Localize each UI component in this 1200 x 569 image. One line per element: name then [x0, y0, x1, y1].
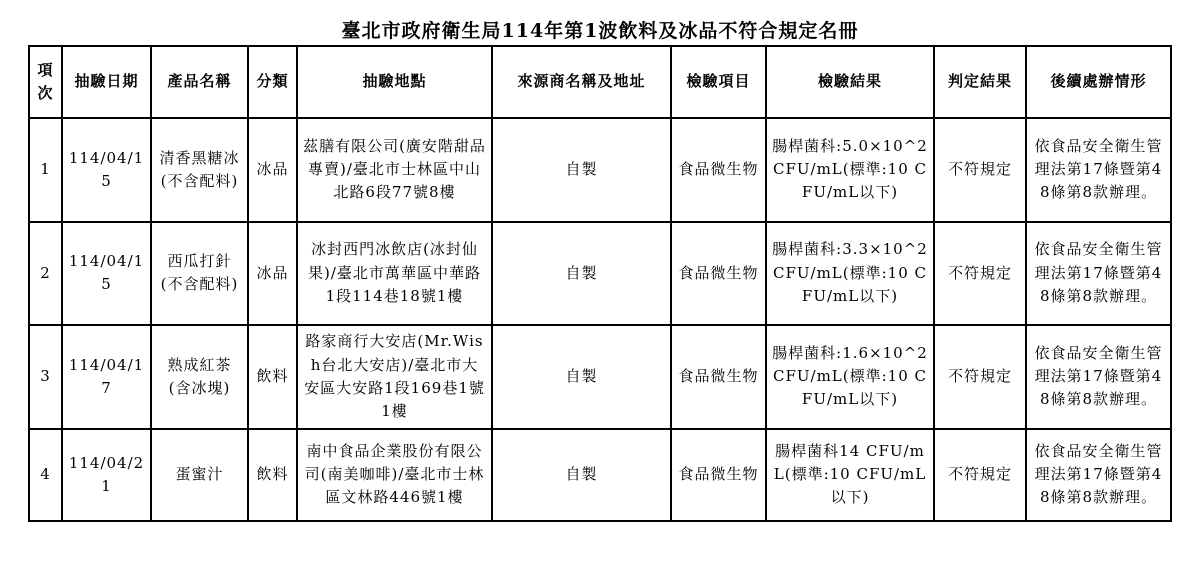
- cell-test-item: 食品微生物: [671, 222, 766, 325]
- cell-test-result: 腸桿菌科:1.6×10^2 CFU/mL(標準:10 CFU/mL以下): [766, 325, 934, 429]
- cell-follow-up: 依食品安全衛生管理法第17條暨第48條第8款辦理。: [1026, 222, 1171, 325]
- cell-product-name: 清香黑糖冰(不含配料): [151, 118, 248, 222]
- table-row: [29, 325, 1171, 429]
- header-follow-up: 後續處辦情形: [1026, 46, 1171, 118]
- cell-source-vendor: 自製: [492, 325, 671, 429]
- cell-sample-location: 冰封西門冰飲店(冰封仙果)/臺北市萬華區中華路1段114巷18號1樓: [297, 222, 492, 325]
- cell-source-vendor: 自製: [492, 118, 671, 222]
- table-row: [29, 222, 1171, 325]
- noncompliance-roster-table: [28, 45, 1172, 522]
- header-judgment: 判定結果: [934, 46, 1026, 118]
- cell-sample-location: 茲膳有限公司(廣安階甜品專賣)/臺北市士林區中山北路6段77號8樓: [297, 118, 492, 222]
- cell-item-no: 3: [29, 325, 62, 429]
- header-test-result: 檢驗結果: [766, 46, 934, 118]
- header-row: [29, 46, 1171, 118]
- header-category: 分類: [248, 46, 297, 118]
- header-source-vendor: 來源商名稱及地址: [492, 46, 671, 118]
- cell-test-item: 食品微生物: [671, 325, 766, 429]
- cell-sample-location: 路家商行大安店(Mr.Wish台北大安店)/臺北市大安區大安路1段169巷1號1樓: [297, 325, 492, 429]
- cell-product-name: 蛋蜜汁: [151, 429, 248, 521]
- cell-test-result: 腸桿菌科:5.0×10^2 CFU/mL(標準:10 CFU/mL以下): [766, 118, 934, 222]
- cell-sample-date: 114/04/21: [62, 429, 151, 521]
- cell-test-result: 腸桿菌科:3.3×10^2 CFU/mL(標準:10 CFU/mL以下): [766, 222, 934, 325]
- table-row: [29, 429, 1171, 521]
- header-sample-date: 抽驗日期: [62, 46, 151, 118]
- cell-product-name: 西瓜打針(不含配料): [151, 222, 248, 325]
- cell-follow-up: 依食品安全衛生管理法第17條暨第48條第8款辦理。: [1026, 325, 1171, 429]
- cell-follow-up: 依食品安全衛生管理法第17條暨第48條第8款辦理。: [1026, 118, 1171, 222]
- cell-source-vendor: 自製: [492, 222, 671, 325]
- header-item-no: 項次: [29, 46, 62, 118]
- cell-item-no: 4: [29, 429, 62, 521]
- cell-test-result: 腸桿菌科14 CFU/mL(標準:10 CFU/mL以下): [766, 429, 934, 521]
- cell-source-vendor: 自製: [492, 429, 671, 521]
- table-row: [29, 118, 1171, 222]
- cell-judgment: 不符規定: [934, 118, 1026, 222]
- header-test-item: 檢驗項目: [671, 46, 766, 118]
- cell-test-item: 食品微生物: [671, 429, 766, 521]
- cell-test-item: 食品微生物: [671, 118, 766, 222]
- cell-sample-date: 114/04/15: [62, 222, 151, 325]
- cell-judgment: 不符規定: [934, 429, 1026, 521]
- cell-item-no: 1: [29, 118, 62, 222]
- cell-judgment: 不符規定: [934, 222, 1026, 325]
- cell-category: 飲料: [248, 325, 297, 429]
- cell-sample-location: 南中食品企業股份有限公司(南美咖啡)/臺北市士林區文林路446號1樓: [297, 429, 492, 521]
- header-product-name: 產品名稱: [151, 46, 248, 118]
- cell-item-no: 2: [29, 222, 62, 325]
- page-title: 臺北市政府衛生局114年第1波飲料及冰品不符合規定名冊: [341, 20, 859, 42]
- cell-category: 冰品: [248, 118, 297, 222]
- cell-product-name: 熟成紅茶(含冰塊): [151, 325, 248, 429]
- cell-category: 飲料: [248, 429, 297, 521]
- cell-sample-date: 114/04/15: [62, 118, 151, 222]
- cell-category: 冰品: [248, 222, 297, 325]
- cell-sample-date: 114/04/17: [62, 325, 151, 429]
- cell-follow-up: 依食品安全衛生管理法第17條暨第48條第8款辦理。: [1026, 429, 1171, 521]
- cell-judgment: 不符規定: [934, 325, 1026, 429]
- header-sample-location: 抽驗地點: [297, 46, 492, 118]
